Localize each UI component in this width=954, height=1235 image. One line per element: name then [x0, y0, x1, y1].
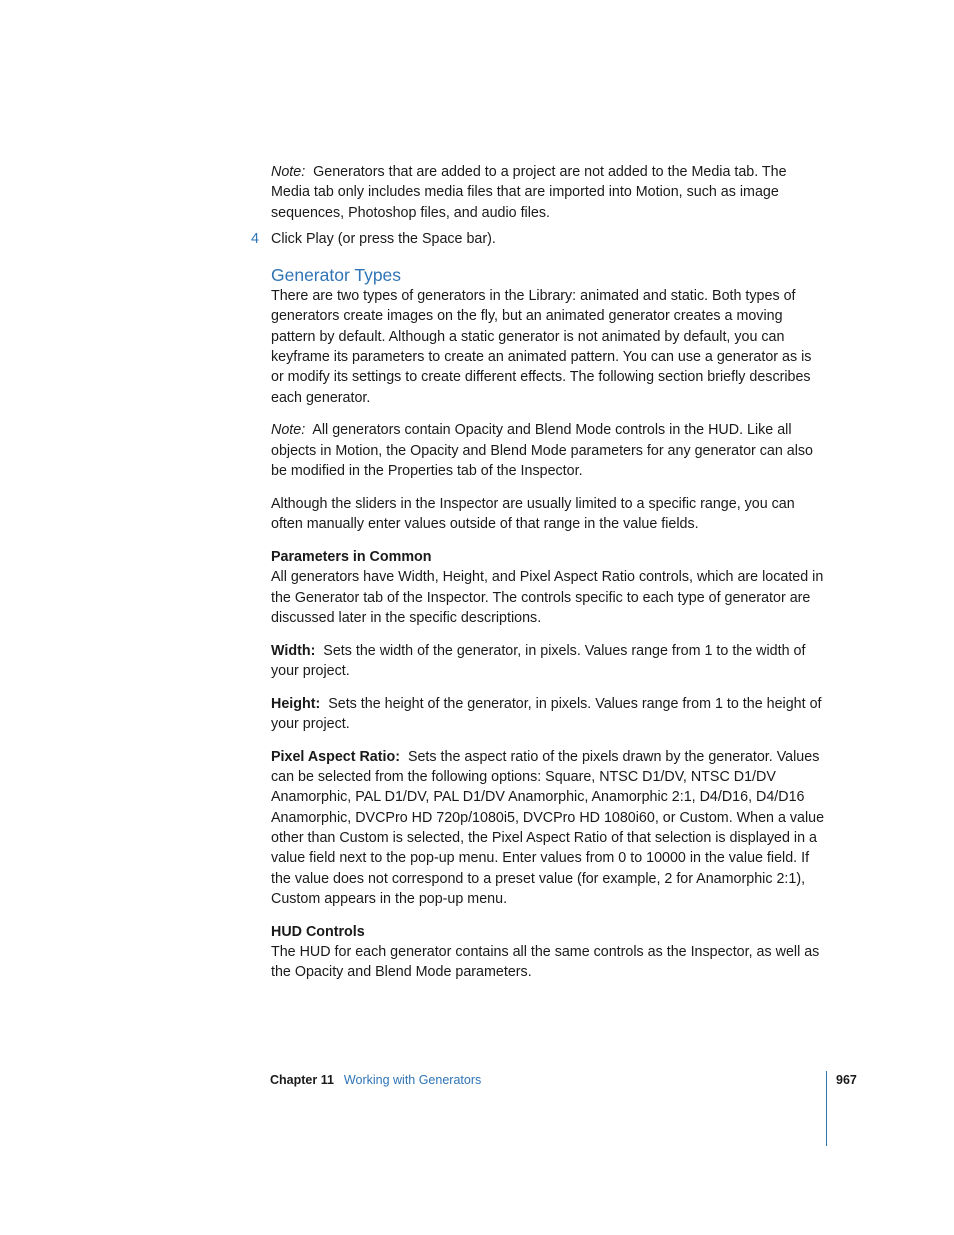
step-item: [251, 229, 827, 249]
pixel-aspect-label: Pixel Aspect Ratio:: [271, 748, 400, 765]
note-text: Generators that are added to a project are not added to the Media tab. The Media tab only includes media files that are imported into Motion, such as image sequences, Photoshop files, and audio files.: [271, 164, 787, 221]
step-text: Click Play (or press the Space bar).: [271, 230, 496, 247]
note-paragraph-2: [271, 420, 827, 481]
step-number: 4: [251, 230, 259, 247]
width-paragraph: [271, 641, 827, 682]
note-text-2: All generators contain Opacity and Blend Mode controls in the HUD. Like all objects in Motion, the Opacity and Blend Mode parameters for any generator can also be modified in the Properties tab of the Inspector.: [271, 422, 813, 480]
note-label: Note:: [271, 164, 306, 180]
hud-text: The HUD for each generator contains all the same controls as the Inspector, as well as the Opacity and Blend Mode parameters.: [271, 944, 820, 981]
pixel-aspect-text: Sets the aspect ratio of the pixels drawn by the generator. Values can be selected from the following options: Square, NTSC D1/DV, NTSC D1/DV Anamorphic, PAL D1/DV, PAL D1/DV Anamorphic, Anamorphic 2:1, D4/D16, D4/D16 Anamorphic, DVCPro HD 720p/1080i5, DVCPro HD 1080i60, or Custom. When a value other than Custom is selected, the Pixel Aspect Ratio of that selection is displayed in a value field next to the pop-up menu. Enter values from 0 to 10000 in the value field. If the value does not correspond to a preset value (for example, 2 for Anamorphic 2:1), Custom appears in the pop-up menu.: [271, 748, 825, 907]
footer-chapter: Chapter 11: [270, 1073, 334, 1087]
height-text: Sets the height of the generator, in pixels. Values range from 1 to the height of your project.: [271, 695, 822, 733]
params-heading: Parameters in Common: [271, 548, 432, 565]
footer-chapter-title: Working with Generators: [343, 1073, 482, 1087]
section-heading: Generator Types: [271, 265, 402, 286]
page-number: 967: [836, 1073, 857, 1087]
width-text: Sets the width of the generator, in pixels. Values range from 1 to the width of your project.: [271, 642, 806, 679]
height-paragraph: [271, 694, 827, 735]
height-label: Height:: [271, 695, 321, 712]
section-intro: There are two types of generators in the Library: animated and static. Both types of generators create images on the fly, but an animated generator creates a moving pattern by default. Although a static generator is not animated by default, you can keyframe its parameters to create an animated pattern. You can use a generator as is or modify its settings to create different effects. The following section briefly describes each generator.: [271, 288, 812, 406]
footer-divider: [826, 1071, 827, 1146]
note-paragraph: [271, 162, 827, 223]
note-label-2: Note:: [271, 422, 306, 439]
params-intro: All generators have Width, Height, and Pixel Aspect Ratio controls, which are located in the Generator tab of the Inspector. The controls specific to each type of generator are discussed later in the specific descriptions.: [271, 569, 824, 626]
pixel-aspect-paragraph: [271, 747, 827, 909]
page-footer: [270, 1071, 481, 1089]
sliders-paragraph: Although the sliders in the Inspector are usually limited to a specific range, you can often manually enter values outside of that range in the value fields.: [271, 495, 795, 533]
width-label: Width:: [271, 642, 316, 659]
hud-heading: HUD Controls: [271, 923, 365, 940]
page-body: [251, 162, 827, 983]
